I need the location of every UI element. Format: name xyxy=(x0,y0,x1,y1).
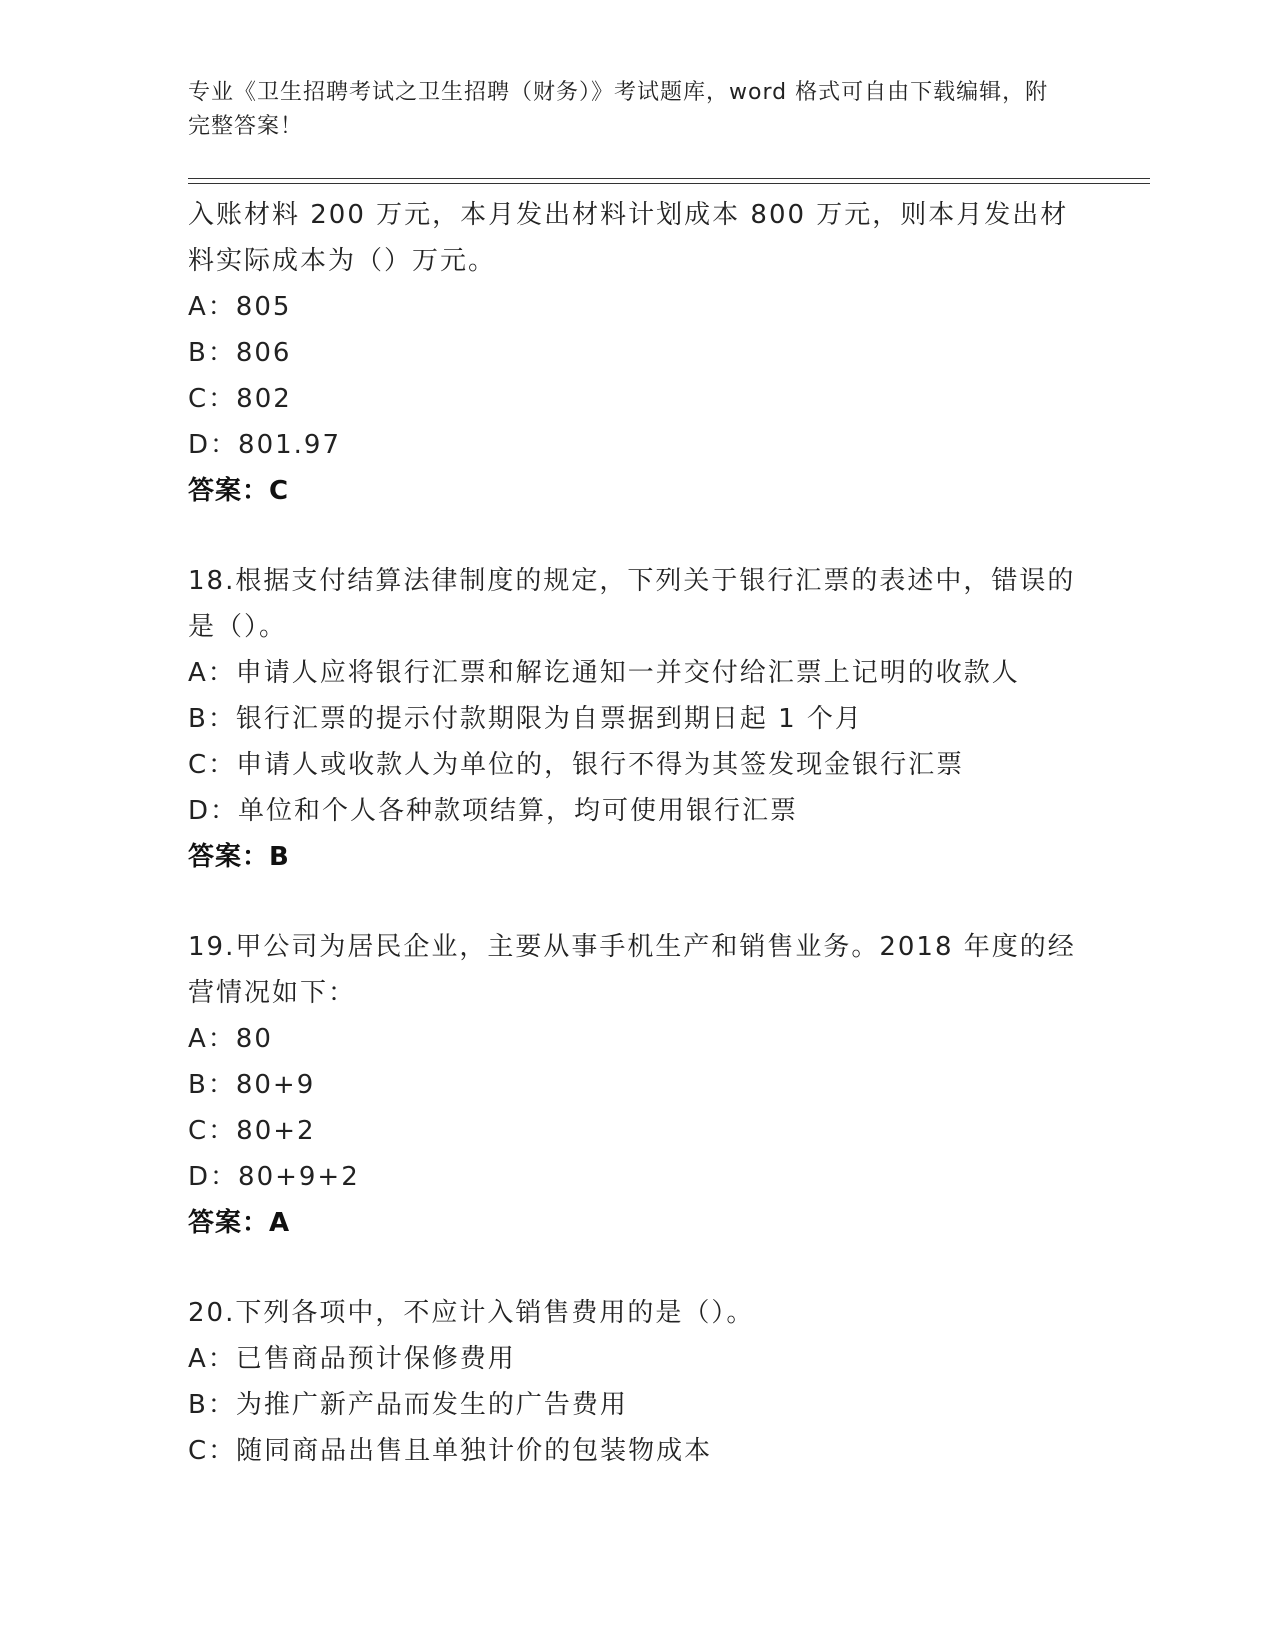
header-divider-top xyxy=(188,178,1150,179)
option-c: C：80+2 xyxy=(188,1116,316,1146)
option-a: A：申请人应将银行汇票和解讫通知一并交付给汇票上记明的收款人 xyxy=(188,658,1020,688)
option-b: B：为推广新产品而发生的广告费用 xyxy=(188,1390,628,1420)
header-divider-bottom xyxy=(188,183,1150,184)
option-d: D：80+9+2 xyxy=(188,1162,360,1192)
option-d: D：801.97 xyxy=(188,430,341,460)
option-c: C：申请人或收款人为单位的，银行不得为其签发现金银行汇票 xyxy=(188,750,965,780)
option-b: B：806 xyxy=(188,338,292,368)
question-stem: 入账材料 200 万元，本月发出材料计划成本 800 万元，则本月发出材料实际成本为（）万元。 xyxy=(188,200,1069,276)
question-block xyxy=(188,558,1088,880)
answer-line: 答案：A xyxy=(188,1208,291,1238)
question-list xyxy=(188,192,1088,1474)
question-block xyxy=(188,192,1088,514)
option-b: B：80+9 xyxy=(188,1070,316,1100)
answer-line: 答案：B xyxy=(188,842,290,872)
question-stem: 20.下列各项中，不应计入销售费用的是（）。 xyxy=(188,1298,755,1328)
option-b: B：银行汇票的提示付款期限为自票据到期日起 1 个月 xyxy=(188,704,863,734)
question-block xyxy=(188,924,1088,1246)
answer-line: 答案：C xyxy=(188,476,290,506)
option-c: C：随同商品出售且单独计价的包装物成本 xyxy=(188,1436,713,1466)
document-header: 专业《卫生招聘考试之卫生招聘（财务）》考试题库，word 格式可自由下载编辑，附完整答案！ xyxy=(188,80,1049,139)
option-a: A：80 xyxy=(188,1024,273,1054)
question-block xyxy=(188,1290,1088,1474)
option-d: D：单位和个人各种款项结算，均可使用银行汇票 xyxy=(188,796,799,826)
option-c: C：802 xyxy=(188,384,292,414)
option-a: A：已售商品预计保修费用 xyxy=(188,1344,516,1374)
question-stem: 19.甲公司为居民企业，主要从事手机生产和销售业务。2018 年度的经营情况如下： xyxy=(188,932,1076,1008)
option-a: A：805 xyxy=(188,292,292,322)
question-stem: 18.根据支付结算法律制度的规定，下列关于银行汇票的表述中，错误的是（）。 xyxy=(188,566,1076,642)
